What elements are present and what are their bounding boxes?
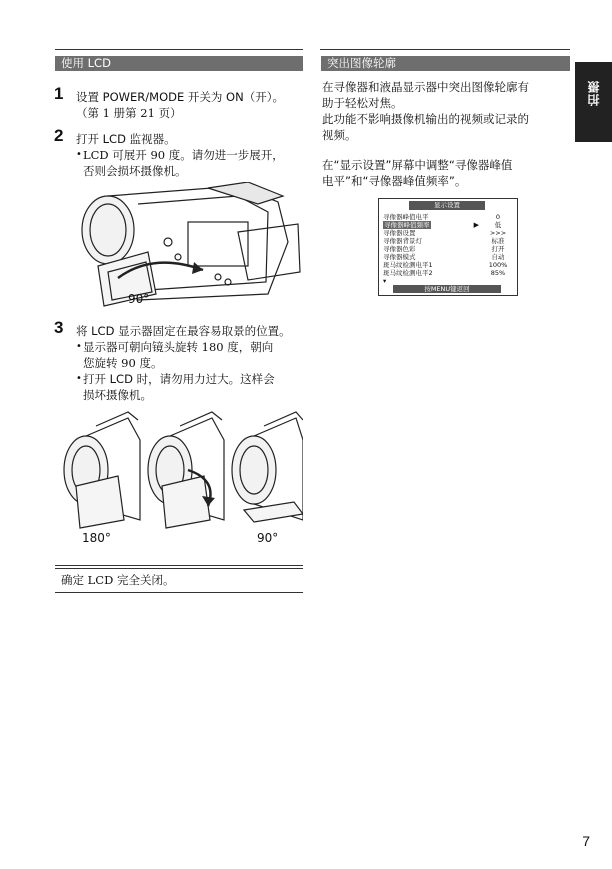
top-rule-left — [55, 49, 303, 50]
step-3-bullet1-line2: 您旋转 90 度。 — [83, 356, 163, 370]
step-2-bullet-line2: 否则会损坏摄像机。 — [83, 164, 187, 178]
para1-line2: 助于轻松对焦。 — [322, 96, 403, 110]
section-title-lcd: 使用 LCD — [55, 56, 303, 71]
menu-row — [383, 229, 511, 237]
instruction-line1: 在“显示设置”屏幕中调整“寻像器峰值 — [322, 158, 513, 172]
note-rule-top — [55, 565, 303, 566]
menu-row-label: 斑马纹检测电平2 — [383, 269, 433, 277]
menu-row-label: 寻像器设置 — [383, 229, 416, 237]
menu-row-value: 低 — [494, 221, 502, 229]
page-number: 7 — [582, 833, 590, 849]
menu-title: 显示设置 — [409, 201, 485, 210]
menu-row-value: >>> — [489, 229, 507, 237]
step-1-ref: （第 1 册第 21 页） — [76, 106, 182, 120]
camera-lcd-rotation-illustrations — [58, 410, 303, 532]
bullet-icon: • — [76, 341, 82, 352]
step-3-number: 3 — [54, 318, 64, 337]
menu-row — [383, 253, 511, 261]
menu-row — [383, 269, 511, 277]
chevron-down-icon: ▾ — [383, 277, 387, 285]
menu-row — [383, 261, 511, 269]
step-1-number: 1 — [54, 84, 64, 103]
bullet-icon: • — [76, 149, 82, 160]
menu-row-label: 寻像器峰值频率 — [384, 221, 430, 229]
step-3-bullet2-line2: 损坏摄像机。 — [83, 388, 152, 402]
menu-row-label: 寻像器模式 — [383, 253, 416, 261]
menu-row — [383, 237, 511, 245]
step-3-bullet1-line1: 显示器可朝向镜头旋转 180 度，朝向 — [83, 340, 274, 354]
menu-row-value: 自动 — [491, 253, 505, 261]
menu-row-value: 打开 — [491, 245, 505, 253]
para1-line1: 在寻像器和液晶显示器中突出图像轮廓有 — [322, 80, 529, 94]
para2-line2: 视频。 — [322, 128, 357, 142]
menu-footer: 按MENU键返回 — [393, 285, 501, 293]
angle-180-label: 180° — [82, 531, 111, 545]
menu-pointer-icon: ▶ — [473, 221, 479, 229]
instruction-line2: 电平”和“寻像器峰值频率”。 — [322, 174, 467, 188]
display-settings-menu — [378, 198, 518, 296]
menu-row-value: 85% — [490, 269, 506, 277]
menu-row-label: 寻像器背景灯 — [383, 237, 422, 245]
angle-90-label: 90° — [128, 292, 150, 306]
menu-row-label: 寻像器色彩 — [383, 245, 416, 253]
menu-row-selected — [383, 221, 511, 229]
note-rule-top-2 — [55, 568, 303, 569]
note-rule-bottom — [55, 592, 303, 593]
menu-row-value: 标准 — [491, 237, 505, 245]
step-2-number: 2 — [54, 126, 64, 145]
chapter-tab — [575, 62, 612, 142]
para2-line1: 此功能不影响摄像机输出的视频或记录的 — [322, 112, 529, 126]
angle-90b-label: 90° — [257, 531, 279, 545]
step-2-text: 打开 LCD 监视器。 — [76, 132, 176, 146]
menu-row-value: 0 — [495, 213, 501, 221]
note-text: 确定 LCD 完全关闭。 — [61, 573, 175, 587]
step-1-text: 设置 POWER/MODE 开关为 ON（开）。 — [76, 90, 284, 104]
camera-lcd-open-illustration — [68, 182, 303, 310]
section-title-outline: 突出图像轮廓 — [321, 56, 570, 71]
step-2-bullet-line1: LCD 可展开 90 度。请勿进一步展开， — [83, 148, 284, 162]
menu-row — [383, 213, 511, 221]
menu-row-label: 寻像器峰值电平 — [383, 213, 429, 221]
menu-row-label: 斑马纹检测电平1 — [383, 261, 433, 269]
top-rule-right — [320, 49, 570, 50]
chapter-tab-label: 拍摄 — [587, 80, 601, 106]
step-3-text: 将 LCD 显示器固定在最容易取景的位置。 — [76, 324, 291, 338]
bullet-icon: • — [76, 373, 82, 384]
menu-row — [383, 245, 511, 253]
step-3-bullet2-line1: 打开 LCD 时，请勿用力过大。这样会 — [83, 372, 275, 386]
menu-more-indicator — [383, 277, 511, 285]
menu-row-value: 100% — [488, 261, 508, 269]
